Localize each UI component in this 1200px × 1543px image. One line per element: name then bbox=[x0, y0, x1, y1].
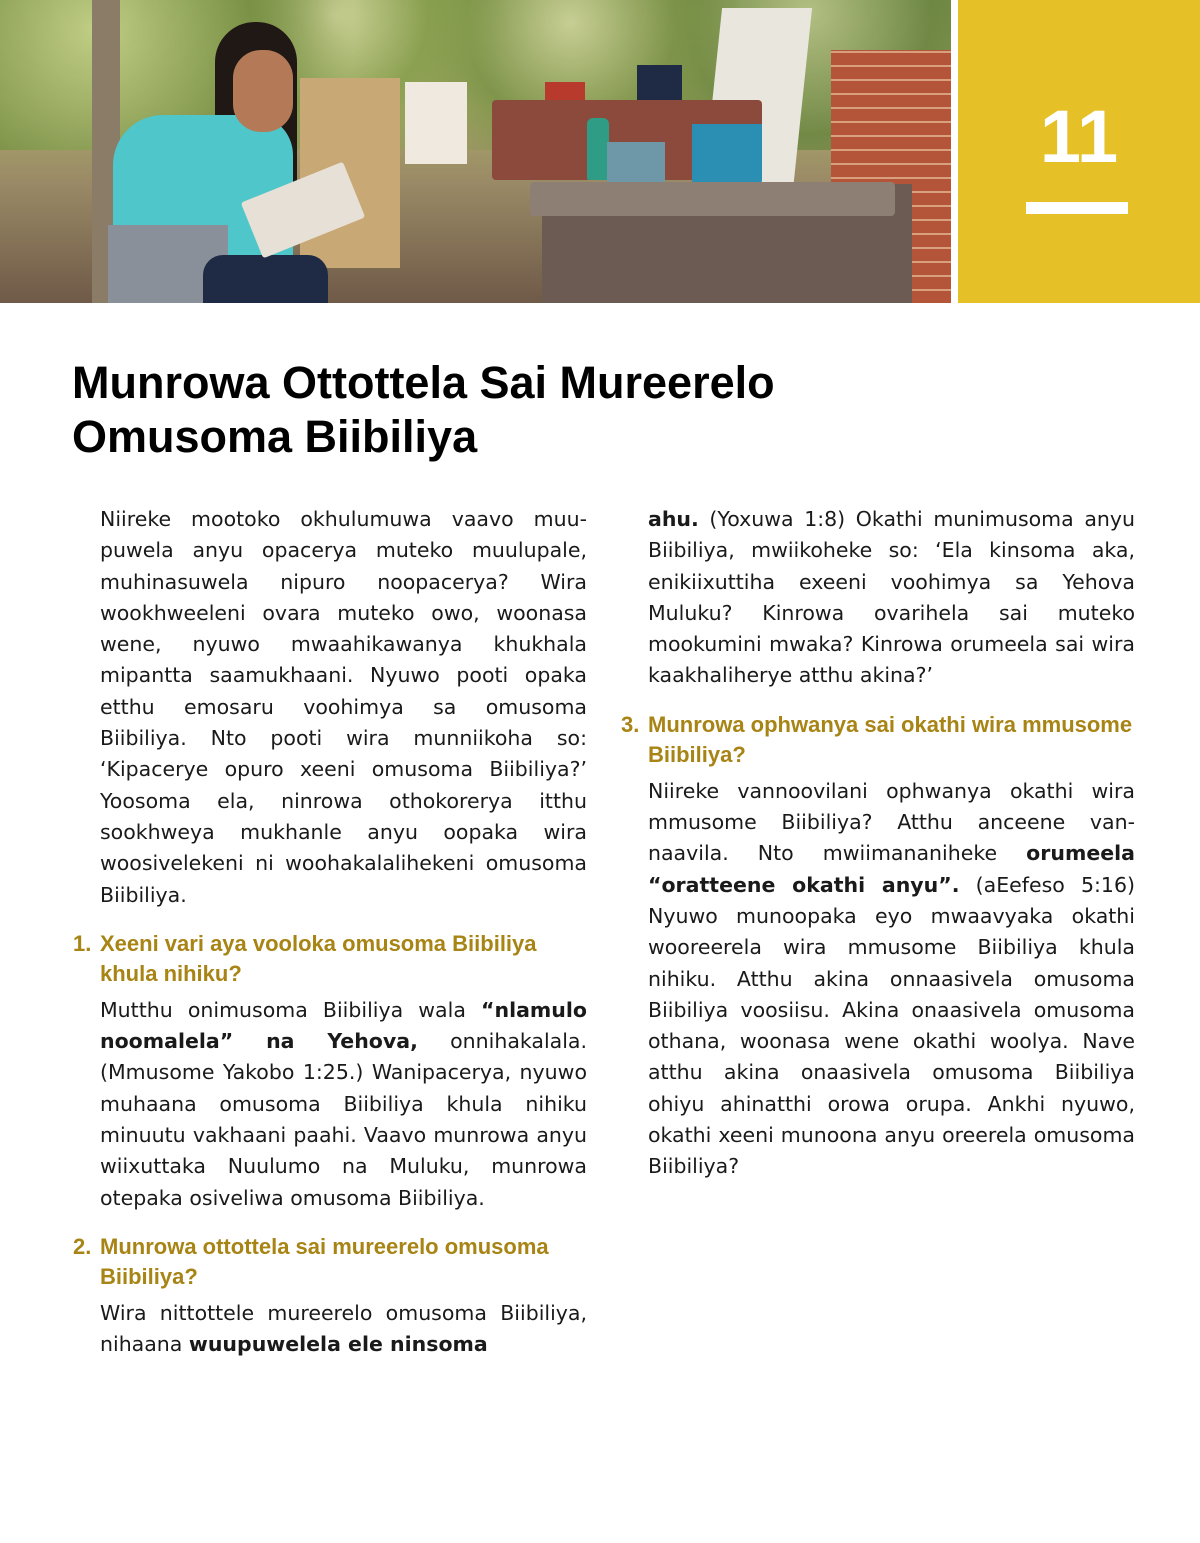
question-text: Munrowa ophwanya sai okathi wira mmusome Biibiliya? bbox=[648, 711, 1133, 767]
column-left bbox=[73, 504, 588, 1361]
answer-paragraph-2-continued bbox=[648, 504, 1135, 692]
header-photo bbox=[0, 0, 951, 303]
photo-cloth bbox=[405, 82, 467, 164]
answer-bold-text: wuupuwelela ele ninsoma bbox=[188, 1332, 488, 1357]
lesson-number-block bbox=[958, 0, 1200, 303]
answer-paragraph-1 bbox=[100, 995, 587, 1214]
lesson-number: 11 bbox=[1039, 95, 1119, 178]
photo-bucket bbox=[692, 124, 762, 186]
answer-paragraph-2 bbox=[100, 1298, 587, 1361]
photo-bottle bbox=[587, 118, 609, 180]
photo-woman-reading bbox=[108, 20, 348, 303]
answer-bold-text-continued: ahu. bbox=[648, 507, 699, 531]
page-title: Munrowa Ottottela Sai Mureerelo Omusoma Biibiliya bbox=[72, 357, 775, 462]
answer-text: (aEefeso 5:16) Nyuwo munoopaka eyo mwaavyaka okathi wooreerela wira mmusome Biibiliya khula nihiku. Atthu akina onnaasivela omusoma Biibiliya voosiisu. Akina onaasivela omusoma othana, woonasa wene okathi woolya. Nave atthu akina onaasivela omusoma Biibiliya ohiyu ahinatthi orowa orupa. Ankhi nyuwo, okathi xeeni munoona anyu oreerela omusoma Biibiliya? bbox=[648, 872, 1136, 1179]
answer-paragraph-3 bbox=[648, 776, 1135, 1183]
question-text: Munrowa ottottela sai mureerelo omusoma Biibiliya? bbox=[100, 1233, 549, 1289]
question-number: 1. bbox=[73, 930, 92, 956]
answer-text: Niireke vannoovilani ophwanya okathi wira mmusome Biibiliya? Atthu anceene vannaavila. Nto mwiimananiheke bbox=[648, 778, 1135, 866]
question-heading-3 bbox=[621, 710, 1135, 770]
answer-text-continued: (Yoxuwa 1:8) Okathi munimusoma anyu Biibiliya, mwiikoheke so: ‘Ela kinsoma aka, enikiixuttiha exeeni voohimya sa Yehova Muluku? Kinrowa ovarihela sai muteko mookumini mwaka? Kinrowa orumeela sai wira kaakhaliherye atthu akina?’ bbox=[648, 507, 1135, 688]
question-text: Xeeni vari aya vooloka omusoma Biibiliya khula nihiku? bbox=[100, 930, 537, 986]
lesson-number-underline bbox=[1026, 202, 1128, 214]
answer-text: onnihakalala. (Mmusome Yakobo 1:25.) Wanipacerya, nyuwo muhaana omusoma Biibiliya khula nihiku minuutu vakhaani paahi. Vaavo munrowa anyu wiixuttaka Nuulumo na Muluku, munrowa otepaka osiveliwa omusoma Biibiliya. bbox=[100, 1029, 588, 1210]
intro-paragraph: Niireke mootoko okhulumuwa vaavo muupuwela anyu opacerya muteko muulupale, muhinasuwela nipuro noopacerya? Wira wookhweeleni ovara muteko owo, woonasa wene, nyuwo mwaahikawanya khukhala mipantta saamukhaani. Nyuwo pooti opaka etthu emosaru voohimya sa omusoma Biibiliya. Nto pooti wira munniikoha so: ‘Kipacerye opuro xeeni omusoma Biibiliya?’ Yoosoma ela, ninrowa othokorerya itthu sookhweya mukhanle anyu oopaka wira woosivelekeni ni woohakalalihekeni omusoma Biibiliya. bbox=[100, 507, 587, 907]
question-heading-2 bbox=[73, 1232, 587, 1292]
answer-bold-text: orumeela “oratteene okathi anyu”. bbox=[648, 841, 1135, 897]
photo-jeans bbox=[203, 255, 328, 303]
question-number: 2. bbox=[73, 1233, 92, 1259]
answer-text: Mutthu onimusoma Biibiliya wala bbox=[100, 997, 481, 1022]
question-heading-1 bbox=[73, 929, 587, 989]
answer-text: Wira nittottele mureerelo omusoma Biibiliya, nihaana bbox=[100, 1300, 587, 1357]
answer-bold-text: “nlamulo noomalela” na Yehova, bbox=[100, 997, 587, 1054]
question-number: 3. bbox=[621, 711, 640, 737]
column-right bbox=[621, 504, 1136, 1183]
photo-face bbox=[233, 50, 293, 132]
photo-stone-tabletop bbox=[530, 182, 895, 216]
